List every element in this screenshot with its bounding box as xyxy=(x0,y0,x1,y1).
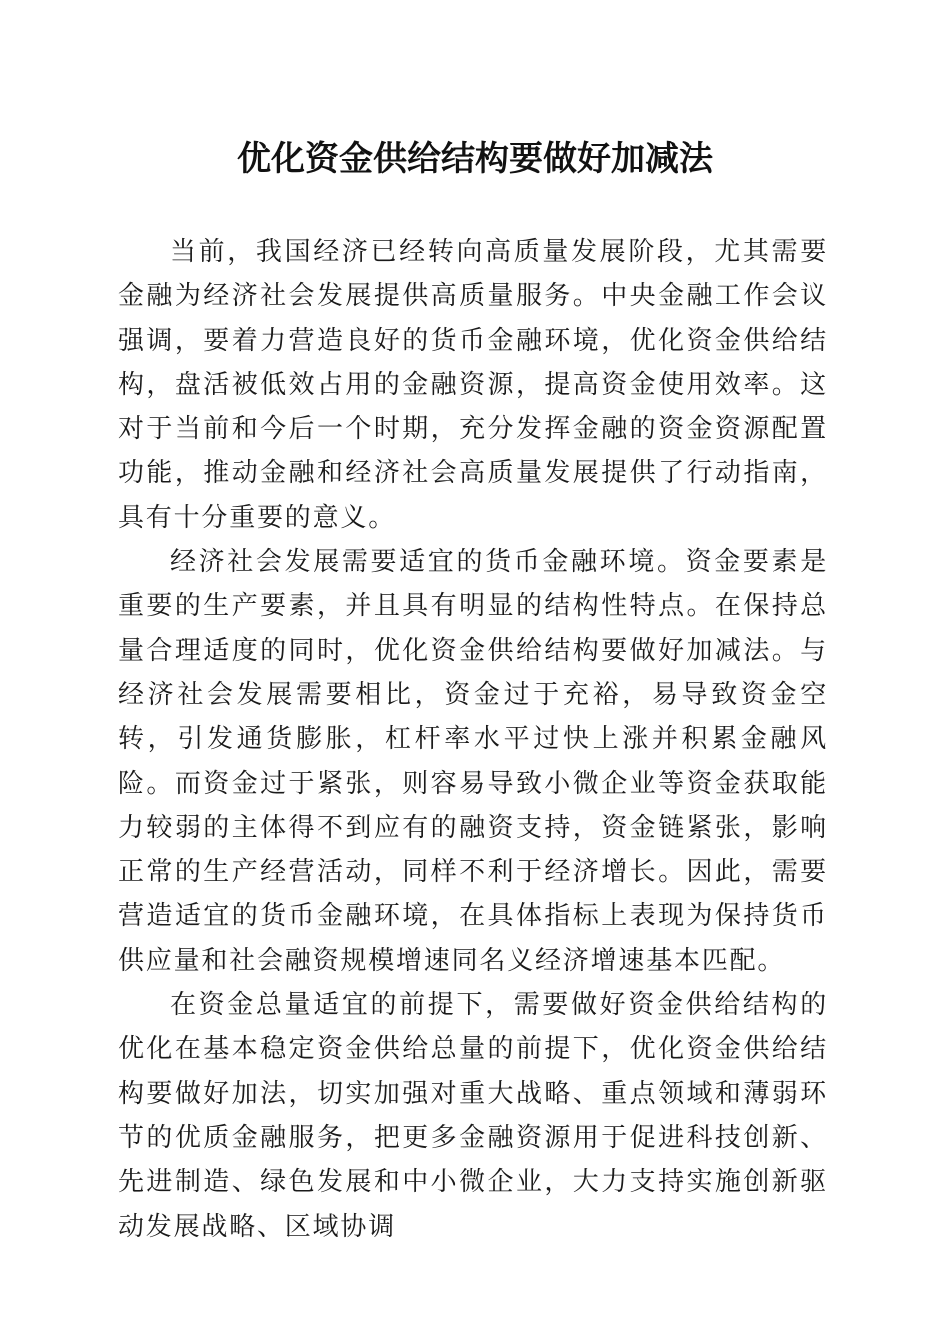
document-body xyxy=(118,230,828,1249)
paragraph-1: 当前，我国经济已经转向高质量发展阶段，尤其需要金融为经济社会发展提供高质量服务。中央金融工作会议强调，要着力营造良好的货币金融环境，优化资金供给结构，盘活被低效占用的金融资源，提高资金使用效率。这对于当前和今后一个时期，充分发挥金融的资金资源配置功能，推动金融和经济社会高质量发展提供了行动指南，具有十分重要的意义。 xyxy=(118,237,828,533)
paragraph-3: 在资金总量适宜的前提下，需要做好资金供给结构的优化在基本稳定资金供给总量的前提下，优化资金供给结构要做好加法，切实加强对重大战略、重点领域和薄弱环节的优质金融服务，把更多金融资源用于促进科技创新、先进制造、绿色发展和中小微企业，大力支持实施创新驱动发展战略、区域协调 xyxy=(118,990,828,1242)
paragraph-2: 经济社会发展需要适宜的货币金融环境。资金要素是重要的生产要素，并且具有明显的结构性特点。在保持总量合理适度的同时，优化资金供给结构要做好加减法。与经济社会发展需要相比，资金过于充裕，易导致资金空转，引发通货膨胀，杠杆率水平过快上涨并积累金融风险。而资金过于紧张，则容易导致小微企业等资金获取能力较弱的主体得不到应有的融资支持，资金链紧张，影响正常的生产经营活动，同样不利于经济增长。因此，需要营造适宜的货币金融环境，在具体指标上表现为保持货币供应量和社会融资规模增速同名义经济增速基本匹配。 xyxy=(118,547,828,976)
document-title: 优化资金供给结构要做好加减法 xyxy=(237,139,713,179)
